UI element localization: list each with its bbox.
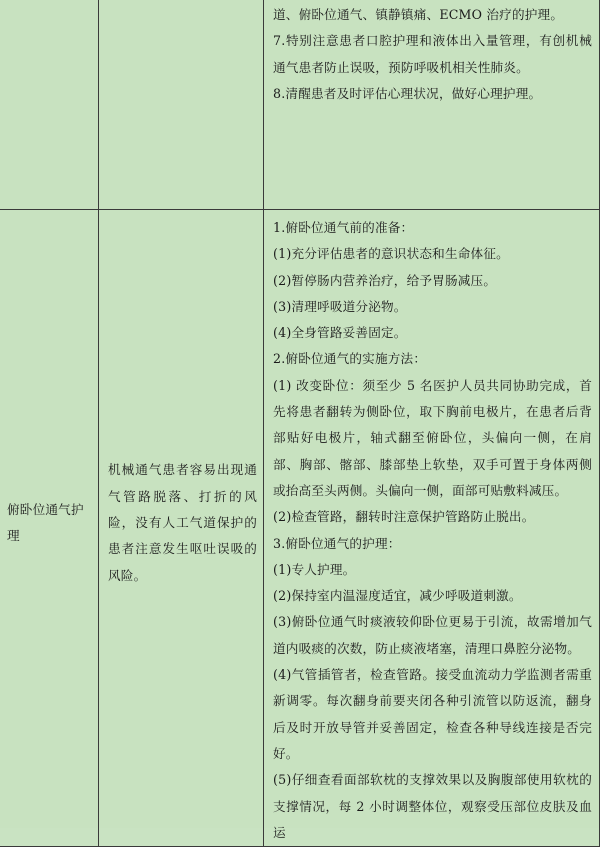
risk-cell (99, 0, 264, 210)
measure-line: 2.俯卧位通气的实施方法： (273, 351, 427, 367)
measure-line: (2)保持室内温湿度适宜，减少呼吸道刺激。 (273, 588, 522, 604)
table-row (0, 0, 600, 210)
measure-line: 1.俯卧位通气前的准备： (273, 220, 414, 235)
measure-line: (4)气管插管者，检查管路。接受血流动力学监测者需重新调零。每次翻身前要夹闭各种引流管以防返流，翻身后及时开放导管并妥善固定，检查各种导线连接是否完好。 (273, 667, 592, 761)
measure-line: (3)俯卧位通气时痰液较仰卧位更易于引流，故需增加气道内吸痰的次数，防止痰液堵塞，清理口鼻腔分泌物。 (273, 614, 592, 656)
risk-text: 机械通气患者容易出现通气管路脱落、打折的风险，没有人工气道保护的患者注意发生呕吐误吸的风险。 (108, 462, 257, 583)
measure-line: 7.特别注意患者口腔护理和液体出入量管理，有创机械通气患者防止误吸，预防呼吸机相关性肺炎。 (273, 33, 592, 75)
item-title: 俯卧位通气护理 (7, 501, 84, 544)
measure-line: (1)专人护理。 (273, 561, 356, 577)
measures-cell (264, 210, 600, 847)
measure-line: (2)检查管路，翻转时注意保护管路防止脱出。 (273, 509, 535, 525)
table-row (0, 210, 600, 847)
measure-line: (1) 改变卧位：须至少 5 名医护人员共同协助完成，首先将患者翻转为侧卧位，取下胸前电极片，在患者后背部贴好电极片，轴式翻至俯卧位，头偏向一侧，在肩部、胸部、髂部、膝部垫上软垫，双手可置于身体两侧或抬高至头两侧。头偏向一侧，面部可贴敷料减压。 (273, 377, 592, 498)
item-name-cell (0, 210, 99, 847)
measure-line: (4)全身管路妥善固定。 (273, 325, 407, 341)
risk-cell (99, 210, 264, 847)
measure-line: (5)仔细查看面部软枕的支撑效果以及胸腹部使用软枕的支撑情况，每 2 小时调整体位，观察受压部位皮肤及血运 (273, 772, 592, 840)
measure-line: 8.清醒患者及时评估心理状况，做好心理护理。 (273, 85, 542, 101)
item-name-cell (0, 0, 99, 210)
measure-line: 3.俯卧位通气的护理： (273, 535, 401, 551)
measure-line: (1)充分评估患者的意识状态和生命体征。 (273, 246, 509, 262)
measures-cell (264, 0, 600, 210)
measure-line: (2)暂停肠内营养治疗，给予胃肠减压。 (273, 272, 497, 288)
measure-line: (3)清理呼吸道分泌物。 (273, 298, 407, 314)
measure-line: 道、俯卧位通气、镇静镇痛、ECMO 治疗的护理。 (273, 7, 564, 22)
